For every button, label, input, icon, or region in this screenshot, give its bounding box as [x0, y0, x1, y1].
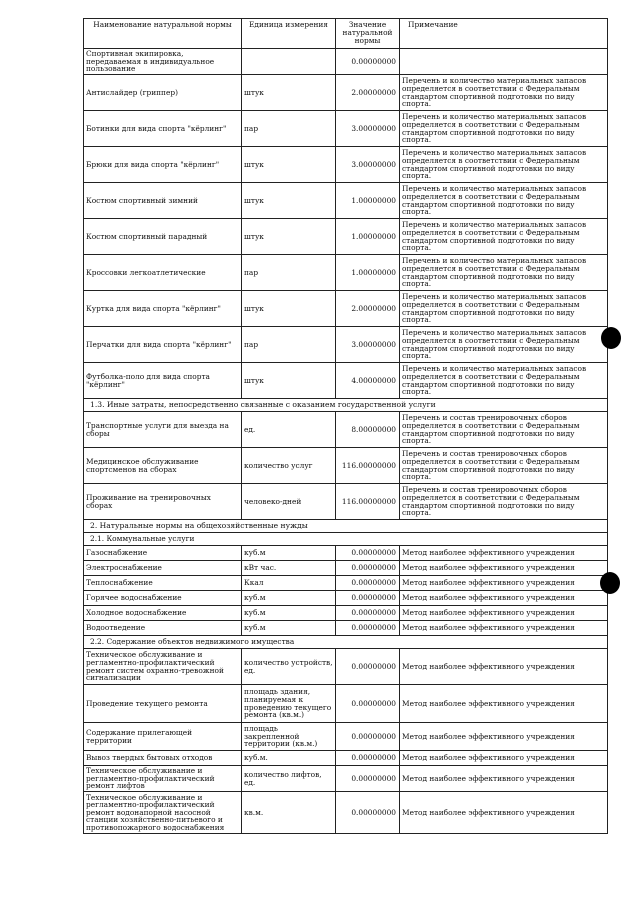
row-name: Техническое обслуживание и регламентно-профилактический ремонт систем охранно-тревожной сигнализации — [84, 649, 242, 685]
row-unit: штук — [242, 219, 336, 255]
punch-hole-mark — [601, 327, 621, 349]
row-note: Перечень и состав тренировочных сборов определяется в соответствии с Федеральным стандартом спортивной подготовки по виду спорта. — [400, 412, 608, 448]
row-value: 0.00000000 — [336, 546, 400, 561]
row-value: 3.00000000 — [336, 147, 400, 183]
table-row — [84, 49, 608, 75]
row-value: 1.00000000 — [336, 255, 400, 291]
section-row — [84, 399, 608, 412]
row-value: 0.00000000 — [336, 649, 400, 685]
row-note: Перечень и количество материальных запасов определяется в соответствии с Федеральным стандартом спортивной подготовки по виду спорта. — [400, 111, 608, 147]
row-name: Брюки для вида спорта "кёрлинг" — [84, 147, 242, 183]
section-title: 1.3. Иные затраты, непосредственно связанные с оказанием государственной услуги — [84, 399, 608, 412]
row-note: Метод наиболее эффективного учреждения — [400, 792, 608, 834]
table-row — [84, 111, 608, 147]
row-note: Перечень и количество материальных запасов определяется в соответствии с Федеральным стандартом спортивной подготовки по виду спорта. — [400, 363, 608, 399]
row-unit: штук — [242, 291, 336, 327]
row-unit: количество лифтов, ед. — [242, 766, 336, 792]
table-row — [84, 363, 608, 399]
row-name: Теплоснабжение — [84, 576, 242, 591]
table-row — [84, 448, 608, 484]
row-unit: пар — [242, 111, 336, 147]
table-row — [84, 75, 608, 111]
header-unit: Единица измерения — [242, 19, 336, 49]
section-row — [84, 533, 608, 546]
table-row — [84, 291, 608, 327]
row-unit: кв.м. — [242, 792, 336, 834]
header-name: Наименование натуральной нормы — [84, 19, 242, 49]
row-note: Метод наиболее эффективного учреждения — [400, 606, 608, 621]
header-value: Значение натуральной нормы — [336, 19, 400, 49]
table-header-row — [84, 19, 608, 49]
row-unit — [242, 49, 336, 75]
row-unit: количество услуг — [242, 448, 336, 484]
row-unit: штук — [242, 363, 336, 399]
row-value: 0.00000000 — [336, 621, 400, 636]
section-row — [84, 636, 608, 649]
row-name: Спортивная экипировка, передаваемая в индивидуальное пользование — [84, 49, 242, 75]
row-note: Перечень и количество материальных запасов определяется в соответствии с Федеральным стандартом спортивной подготовки по виду спорта. — [400, 147, 608, 183]
row-note: Метод наиболее эффективного учреждения — [400, 766, 608, 792]
table-row — [84, 183, 608, 219]
row-value: 0.00000000 — [336, 561, 400, 576]
row-value: 0.00000000 — [336, 685, 400, 723]
row-unit: куб.м — [242, 621, 336, 636]
row-unit: площадь закрепленной территории (кв.м.) — [242, 723, 336, 751]
row-name: Проведение текущего ремонта — [84, 685, 242, 723]
row-note: Перечень и количество материальных запасов определяется в соответствии с Федеральным стандартом спортивной подготовки по виду спорта. — [400, 75, 608, 111]
row-name: Газоснабжение — [84, 546, 242, 561]
row-note: Перечень и состав тренировочных сборов определяется в соответствии с Федеральным стандартом спортивной подготовки по виду спорта. — [400, 448, 608, 484]
row-value: 0.00000000 — [336, 723, 400, 751]
row-value: 4.00000000 — [336, 363, 400, 399]
row-unit: ед. — [242, 412, 336, 448]
row-name: Костюм спортивный зимний — [84, 183, 242, 219]
row-name: Куртка для вида спорта "кёрлинг" — [84, 291, 242, 327]
row-note: Перечень и количество материальных запасов определяется в соответствии с Федеральным стандартом спортивной подготовки по виду спорта. — [400, 183, 608, 219]
row-value: 0.00000000 — [336, 766, 400, 792]
row-unit: куб.м. — [242, 751, 336, 766]
row-value: 8.00000000 — [336, 412, 400, 448]
row-name: Транспортные услуги для выезда на сборы — [84, 412, 242, 448]
row-name: Проживание на тренировочных сборах — [84, 484, 242, 520]
row-note: Метод наиболее эффективного учреждения — [400, 649, 608, 685]
section-title: 2.2. Содержание объектов недвижимого имущества — [84, 636, 608, 649]
row-name: Техническое обслуживание и регламентно-профилактический ремонт водонапорной насосной станции хозяйственно-питьевого и противопожарного водоснабжения — [84, 792, 242, 834]
row-name: Горячее водоснабжение — [84, 591, 242, 606]
row-note: Перечень и количество материальных запасов определяется в соответствии с Федеральным стандартом спортивной подготовки по виду спорта. — [400, 219, 608, 255]
row-name: Кроссовки легкоатлетические — [84, 255, 242, 291]
row-unit: пар — [242, 327, 336, 363]
row-value: 0.00000000 — [336, 591, 400, 606]
table-row — [84, 792, 608, 834]
table-row — [84, 412, 608, 448]
table-row — [84, 561, 608, 576]
row-value: 0.00000000 — [336, 49, 400, 75]
row-name: Водоотведение — [84, 621, 242, 636]
row-unit: куб.м — [242, 591, 336, 606]
row-unit: куб.м — [242, 546, 336, 561]
row-value: 2.00000000 — [336, 291, 400, 327]
row-note — [400, 49, 608, 75]
table-row — [84, 327, 608, 363]
row-name: Электроснабжение — [84, 561, 242, 576]
row-unit: площадь здания, планируемая к проведению текущего ремонта (кв.м.) — [242, 685, 336, 723]
row-unit: куб.м — [242, 606, 336, 621]
table-row — [84, 685, 608, 723]
row-unit: штук — [242, 147, 336, 183]
table-row — [84, 147, 608, 183]
table-row — [84, 723, 608, 751]
punch-hole-mark — [600, 572, 620, 594]
row-name: Содержание прилегающей территории — [84, 723, 242, 751]
table-row — [84, 606, 608, 621]
norms-document — [83, 18, 607, 834]
row-name: Холодное водоснабжение — [84, 606, 242, 621]
row-value: 0.00000000 — [336, 751, 400, 766]
table-row — [84, 649, 608, 685]
table-row — [84, 484, 608, 520]
row-note: Метод наиболее эффективного учреждения — [400, 751, 608, 766]
row-name: Ботинки для вида спорта "кёрлинг" — [84, 111, 242, 147]
row-unit: штук — [242, 183, 336, 219]
row-note: Метод наиболее эффективного учреждения — [400, 621, 608, 636]
row-unit: кВт час. — [242, 561, 336, 576]
row-name: Техническое обслуживание и регламентно-профилактический ремонт лифтов — [84, 766, 242, 792]
row-note: Перечень и количество материальных запасов определяется в соответствии с Федеральным стандартом спортивной подготовки по виду спорта. — [400, 291, 608, 327]
table-row — [84, 621, 608, 636]
table-row — [84, 576, 608, 591]
row-note: Метод наиболее эффективного учреждения — [400, 546, 608, 561]
row-note: Перечень и количество материальных запасов определяется в соответствии с Федеральным стандартом спортивной подготовки по виду спорта. — [400, 327, 608, 363]
row-unit: Ккал — [242, 576, 336, 591]
row-value: 1.00000000 — [336, 219, 400, 255]
row-name: Футболка-поло для вида спорта "кёрлинг" — [84, 363, 242, 399]
row-value: 1.00000000 — [336, 183, 400, 219]
row-value: 3.00000000 — [336, 111, 400, 147]
table-row — [84, 751, 608, 766]
row-value: 116.00000000 — [336, 484, 400, 520]
table-row — [84, 219, 608, 255]
row-name: Перчатки для вида спорта "кёрлинг" — [84, 327, 242, 363]
row-note: Метод наиболее эффективного учреждения — [400, 591, 608, 606]
row-note: Метод наиболее эффективного учреждения — [400, 576, 608, 591]
row-unit: штук — [242, 75, 336, 111]
row-name: Медицинское обслуживание спортсменов на сборах — [84, 448, 242, 484]
row-value: 0.00000000 — [336, 606, 400, 621]
row-unit: человеко-дней — [242, 484, 336, 520]
row-note: Перечень и количество материальных запасов определяется в соответствии с Федеральным стандартом спортивной подготовки по виду спорта. — [400, 255, 608, 291]
row-note: Перечень и состав тренировочных сборов определяется в соответствии с Федеральным стандартом спортивной подготовки по виду спорта. — [400, 484, 608, 520]
section-title: 2. Натуральные нормы на общехозяйственные нужды — [84, 520, 608, 533]
row-note: Метод наиболее эффективного учреждения — [400, 561, 608, 576]
table-row — [84, 591, 608, 606]
row-name: Костюм спортивный парадный — [84, 219, 242, 255]
row-unit: пар — [242, 255, 336, 291]
table-row — [84, 255, 608, 291]
table-row — [84, 766, 608, 792]
row-value: 0.00000000 — [336, 792, 400, 834]
row-name: Антислайдер (гриппер) — [84, 75, 242, 111]
norms-table — [83, 18, 608, 834]
row-unit: количество устройств, ед. — [242, 649, 336, 685]
row-note: Метод наиболее эффективного учреждения — [400, 685, 608, 723]
section-row — [84, 520, 608, 533]
row-value: 116.00000000 — [336, 448, 400, 484]
row-note: Метод наиболее эффективного учреждения — [400, 723, 608, 751]
row-value: 2.00000000 — [336, 75, 400, 111]
row-value: 3.00000000 — [336, 327, 400, 363]
table-row — [84, 546, 608, 561]
row-name: Вывоз твердых бытовых отходов — [84, 751, 242, 766]
section-title: 2.1. Коммунальные услуги — [84, 533, 608, 546]
row-value: 0.00000000 — [336, 576, 400, 591]
header-note: Примечание — [400, 19, 608, 49]
